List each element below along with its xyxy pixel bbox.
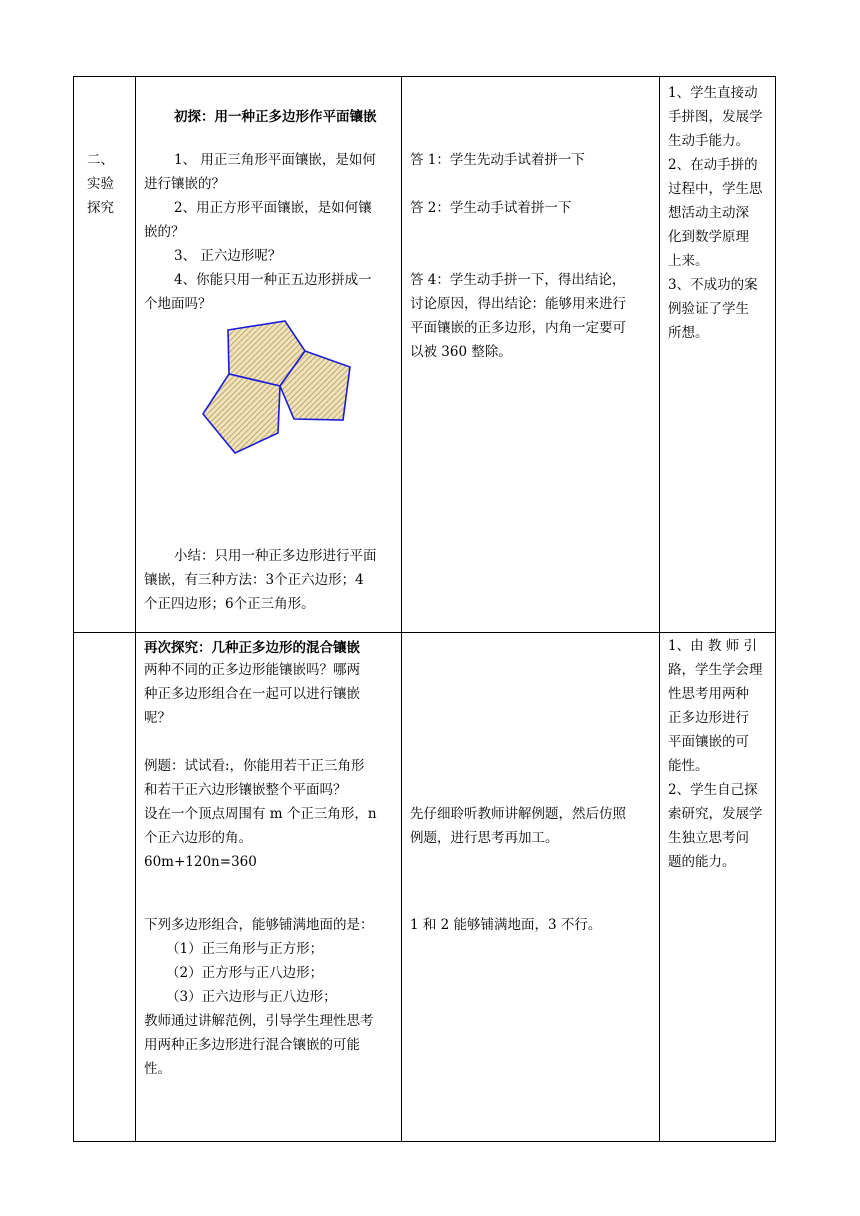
question-line: 个地面吗？ xyxy=(144,296,212,312)
intent-line: 2、学生自己探 xyxy=(668,782,758,798)
answer-line: 平面镶嵌的正多边形，内角一定要可 xyxy=(410,320,626,336)
question-line: 2、用正方形平面镶嵌，是如何镶 xyxy=(174,200,372,216)
intent-line: 生动手能力。 xyxy=(668,133,749,149)
student-activity-line: 例题，进行思考再加工。 xyxy=(410,830,559,846)
question-line: 进行镶嵌的？ xyxy=(144,176,225,192)
equation: 60m+120n=360 xyxy=(144,854,257,870)
example-line: 个正六边形的角。 xyxy=(144,830,252,846)
question-line: 1、 用正三角形平面镶嵌，是如何 xyxy=(174,152,376,168)
intent-line: 1、由 教 师 引 xyxy=(668,638,757,654)
activity-cell xyxy=(136,77,402,633)
question-line: 4、你能只用一种正五边形拼成一 xyxy=(174,272,372,288)
answer-line: 讨论原因，得出结论：能够用来进行 xyxy=(410,296,626,312)
question-line: 3、 正六边形呢？ xyxy=(174,248,282,264)
intent-line: 3、不成功的案 xyxy=(668,277,758,293)
summary-line: 小结：只用一种正多边形进行平面 xyxy=(174,548,377,564)
example-line: 例题：试试看:，你能用若干正三角形 xyxy=(144,758,365,774)
answer-line: 答 1：学生先动手试着拼一下 xyxy=(410,152,585,168)
stage-label-line: 探究 xyxy=(87,200,114,216)
intent-line: 1、学生直接动 xyxy=(668,85,758,101)
option-line: （3）正六边形与正八边形； xyxy=(166,989,337,1005)
intent-line: 能性。 xyxy=(668,758,709,774)
intent-line: 性思考用两种 xyxy=(668,686,749,702)
stage-cell xyxy=(74,633,136,1142)
activity-cell xyxy=(136,633,402,1142)
intent-line: 上来。 xyxy=(668,253,709,269)
intro-line: 种正多边形组合在一起可以进行镶嵌 xyxy=(144,686,360,702)
intent-line: 平面镶嵌的可 xyxy=(668,734,749,750)
intent-line: 化到数学原理 xyxy=(668,229,749,245)
student-activity-line: 1 和 2 能够铺满地面，3 不行。 xyxy=(410,917,602,933)
option-line: （1）正三角形与正方形； xyxy=(166,941,324,957)
example-line: 和若干正六边形镶嵌整个平面吗？ xyxy=(144,782,347,798)
intent-line: 手拼图，发展学 xyxy=(668,109,763,125)
intent-cell xyxy=(660,633,776,1142)
summary-line: 镶嵌，有三种方法：3个正六边形；4 xyxy=(144,572,364,588)
table-row xyxy=(74,77,776,633)
intent-line: 索研究，发展学 xyxy=(668,806,763,822)
intent-line: 生独立思考问 xyxy=(668,830,749,846)
intent-line: 路，学生学会理 xyxy=(668,662,763,678)
intro-line: 呢？ xyxy=(144,710,171,726)
answer-line: 以被 360 整除。 xyxy=(410,344,512,360)
intent-line: 2、在动手拼的 xyxy=(668,157,758,173)
intent-line: 所想。 xyxy=(668,325,709,341)
answer-line: 答 4：学生动手拼一下，得出结论， xyxy=(410,272,626,288)
intro-line: 两种不同的正多边形能镶嵌吗？哪两 xyxy=(144,662,360,678)
intent-line: 想活动主动深 xyxy=(668,205,749,221)
section-heading: 初探：用一种正多边形作平面镶嵌 xyxy=(174,109,377,125)
intent-line: 正多边形进行 xyxy=(668,710,749,726)
intent-line: 题的能力。 xyxy=(668,854,736,870)
answer-line: 答 2：学生动手试着拼一下 xyxy=(410,200,572,216)
lesson-plan-table xyxy=(73,76,776,1142)
question-line: 嵌的？ xyxy=(144,224,185,240)
example-line: 设在一个顶点周围有 m 个正三角形，n xyxy=(144,806,377,822)
table-row xyxy=(74,633,776,1142)
pentagon-shape xyxy=(203,374,280,453)
intent-cell xyxy=(660,77,776,633)
section-heading: 再次探究：几种正多边形的混合镶嵌 xyxy=(144,640,360,656)
option-line: （2）正方形与正八边形； xyxy=(166,965,324,981)
intent-line: 过程中，学生思 xyxy=(668,181,763,197)
student-cell xyxy=(402,77,660,633)
stage-cell xyxy=(74,77,136,633)
stage-label-line: 二、 xyxy=(87,152,114,168)
closing-line: 性。 xyxy=(144,1061,171,1077)
pentagon-tiling-figure xyxy=(202,317,362,455)
summary-line: 个正四边形；6个正三角形。 xyxy=(144,596,315,612)
closing-line: 教师通过讲解范例，引导学生理性思考 xyxy=(144,1013,374,1029)
student-activity-line: 先仔细聆听教师讲解例题，然后仿照 xyxy=(410,806,626,822)
closing-line: 用两种正多边形进行混合镶嵌的可能 xyxy=(144,1037,360,1053)
student-cell xyxy=(402,633,660,1142)
intent-line: 例验证了学生 xyxy=(668,301,749,317)
stage-label-line: 实验 xyxy=(87,176,114,192)
exercise-line: 下列多边形组合，能够铺满地面的是： xyxy=(144,917,374,933)
